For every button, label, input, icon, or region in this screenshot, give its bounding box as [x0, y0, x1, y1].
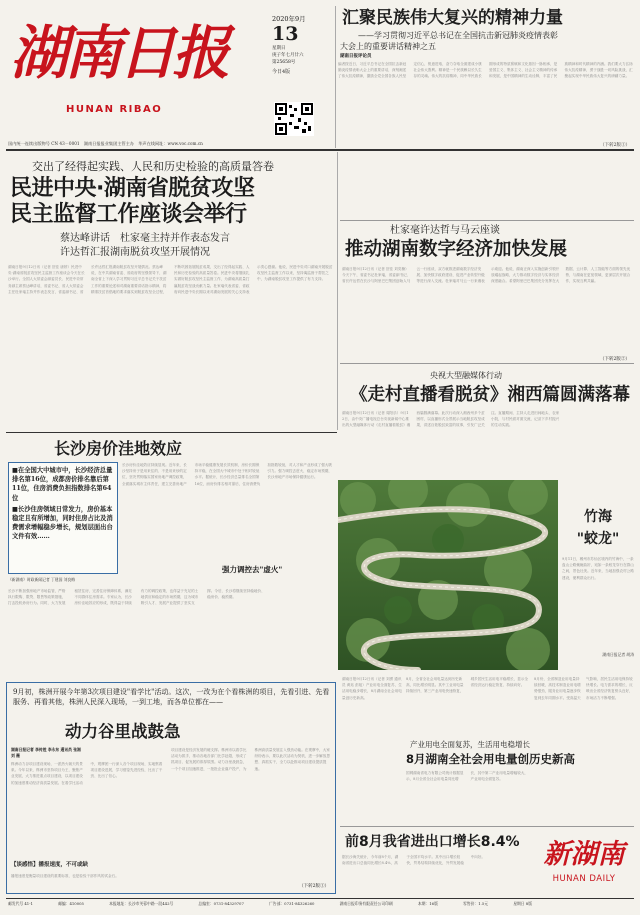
- masthead-logo: 湖南日报: [10, 19, 227, 87]
- app-logo-en: HUNAN DAILY: [552, 874, 616, 884]
- digital-body: 湖南日报9月12日讯（记者 贺佳 刘奕楠）今天下午，省委书记杜家毫，省委副书记、省长许达哲在长沙与阿里巴巴集团创始人马云一行座谈，双方就推进湖南数字经济发展、加快数字政府建设、促进产业转型升级等进行深入交流。杜家毫对马云一行来湘表示欢迎。他说，湖南正深入实施创新引领开放崛起战略，大力推动数字经济与实体经济深度融合。希望阿里巴巴集团充分发挥在大数据、云计算、人工智能等方面的领先优势，与湖南在更宽领域、更深层次开展合作，实现互利共赢。: [342, 267, 631, 284]
- housing-bullet-1: ■在全国大中城市中，长沙经济总量排名第16位，成都房价排名靠后第11位，住房消费负担指数排名第64位: [12, 467, 113, 502]
- power-headline: 8月湖南全社会用电量创历史新高: [406, 752, 575, 766]
- housing-photo-note: 强力调控去"虚火": [222, 565, 283, 574]
- footer-item: 本期：16版: [417, 901, 438, 906]
- trade-headline: 前8月我省进出口增长8.4%: [345, 834, 520, 850]
- power-kicker: 产业用电全面复苏，生活用电稳增长: [410, 740, 530, 749]
- lead-body: 湖南日报9月12日讯（记者 贺佳 唐婷）民进中央·湖南省脱贫攻坚民主监督工作座谈会今天在长沙举行。全国人大常委会副委员长、民进中央常务副主席蔡达峰讲话，省委书记、省人大常委会主任杜家毫主持并作表态发言，省委副书记、省长许达哲汇报湖南脱贫攻坚开展情况。蔡达峰说，在中共湖南省委、省政府的坚强领导下，湖南全省上下深入学习贯彻习近平总书记关于扶贫工作的重要论述和对湖南重要讲话指示精神，将精准扶贫首倡地的要求落实到脱贫攻坚全过程，不断巩固拓展脱贫成果，交出了经得起实践、人民和历史检验的高质量答卷。民进中央将继续扎实做好脱贫攻坚民主监督工作，为湖南高质量打赢脱贫攻坚战贡献力量。杜家毫代表省委、省政府向民进中央长期以来对湖南发展的关心支持表示衷心感谢。他说，民进中央对口湖南开展脱贫攻坚民主监督工作以来，坚持寓监督于帮扶之中，为湖南脱贫攻坚工作提供了有力支持。: [8, 265, 333, 294]
- lead-subhead-2: 许达哲汇报湖南脱贫攻坚开展情况: [60, 247, 210, 258]
- editorial-subhead-2: 大会上的重要讲话精神之五: [340, 42, 436, 51]
- photo-caption: 竹海 "蛟龙" 9月11日，郴州市苏仙区境内的竹海中，一条盘山公路蜿蜒曲折，宛如一条蛟龙穿行在群山之间，景色壮美。近年来，当地加强农村公路建设，便利群众出行。 湖南日报记者 胡涛: [562, 480, 634, 670]
- dragon-road-photo: [338, 480, 558, 670]
- digital-continued: （下转2版②）: [600, 357, 630, 362]
- date-box: [272, 14, 322, 96]
- zhuzhou-continued: （下转2版①）: [299, 884, 329, 889]
- editorial-subhead-1: ——学习贯彻习近平总书记在全国抗击新冠肺炎疫情表彰: [358, 31, 558, 40]
- lead-kicker: 交出了经得起实践、人民和历史检验的高质量答卷: [32, 160, 274, 173]
- issue-number: 第25658号: [272, 60, 296, 65]
- zhuzhou-headline: 动力谷里战鼓急: [65, 722, 181, 741]
- housing-body: 长沙房价洼地效应持续显现。近年来，长沙坚持房子是用来住的、不是用来炒的定位，坚决贯彻落实国家房地产调控政策，全面落实城市主体责任，建立完善房地产市场平稳健康发展长效机制，房价长期保持平稳，在全国大中城市中处于相对较低水平。据统计，长沙经济总量排名全国第16位，而房价排名相对靠后，住房消费负担指数较低，对人才和产业形成了强大吸引力。强力调控去虚火，稳定市场预期，长沙房地产市场保持健康运行。: [122, 463, 332, 486]
- footer-item: 邮编：410005: [58, 901, 84, 906]
- footer-item: 零售价：1.5元: [463, 901, 489, 906]
- cctv-kicker: 央视大型融媒体行动: [430, 371, 502, 380]
- housing-source: 《新湖南》时政新闻记者 丁建国 刘良梅: [8, 577, 75, 582]
- digital-headline: 推动湖南数字经济加快发展: [345, 239, 568, 260]
- footer-item: 邮发代号 41-1: [8, 901, 33, 906]
- footer-item: 总编室：0731-84329707: [198, 901, 244, 906]
- digital-kicker: 杜家毫许达哲与马云座谈: [390, 225, 500, 236]
- masthead-pinyin: HUNAN RIBAO: [66, 104, 163, 115]
- zhuzhou-byline: 湖南日报记者 李传胜 李永东 通讯员 张湘 刘 薇: [11, 747, 81, 758]
- date-lunar: 庚子年七月廿六: [272, 53, 304, 58]
- lead-subhead-1: 蔡达峰讲话 杜家毫主持并作表态发言: [60, 233, 230, 244]
- app-logo-text: 新湖南: [543, 839, 625, 870]
- cctv-headline: 《走村直播看脱贫》湘西篇圆满落幕: [350, 385, 630, 405]
- housing-bullet-box: [8, 462, 118, 574]
- photo-caption-title: 竹海: [584, 509, 612, 525]
- footer-item: 星期日 8版: [513, 901, 532, 906]
- zhuzhou-box: 9月初，株洲开展今年第3次项目建设"看学比"活动。这次，一改为在个看株洲的项目，先看引进、先看服务、再看其他，株洲人民深入现场，一到工地，而各单位都在—— 动力谷里战鼓急 湖南日报记者 李传胜 李永东 通讯员 张湘 刘 薇 株洲动力谷项目建设现场，一派热火朝天的景象。今年以来，株洲市坚持项目为王，聚焦产业发展，大力推进重点项目建设，以项目建设的加速度推动经济高质量发展。在看学比活动中，观摩团一行深入各个项目现场，实地察看项目建设进展，学习借鉴先进经验，比出了干劲、比出了信心。 【谈感悟】播报速度，不可或缺 播报速度是衡量项目建设的重要标准，也是检验干部作风的试金石。 项目建设是经济发展的硬支撑。株洲市以看学比活动为抓手，推动各地各部门比学赶超，形成了抓项目、促发展的浓厚氛围。动力谷里战鼓急，一个个项目加速推进，一批批企业落户投产，为株洲高质量发展注入强劲动能。在观摩中，大家纷纷表示，要以此次活动为契机，进一步解放思想、真抓实干，全力以赴推动项目建设提质提速。 （下转2版①）: [6, 682, 336, 894]
- zhuzhou-lead: 9月初，株洲开展今年第3次项目建设"看学比"活动。这次，一改为在个看株洲的项目，先看引进、先看服务、再看其他，株洲人民深入现场，一到工地，而各单位都在——: [13, 688, 330, 706]
- date-weekday: 星期日: [272, 46, 286, 51]
- footer-bar: [8, 901, 532, 913]
- housing-bullet-2: ■长沙住房领域日常发力，房价基本稳定且有所增加，同时住房占比及消费需求增幅稳步增长，规划层面出台文件有效……: [12, 505, 113, 541]
- photo-credit: 湖南日报记者 胡涛: [602, 652, 634, 657]
- lead-headline-2: 民主监督工作座谈会举行: [10, 202, 247, 227]
- footer-item: 本报地址：长沙市芙蓉中路一段442号: [109, 901, 174, 906]
- footer-item: 湖南日报印务有限责任公司印刷: [339, 901, 393, 906]
- footer-item: 广告部：0731-84326260: [269, 901, 315, 906]
- photo-caption-sub: "蛟龙": [576, 531, 620, 547]
- lead-headline-1: 民进中央·湖南省脱贫攻坚: [10, 176, 255, 201]
- cctv-body: 湖南日报9月12日讯（记者 周阳乐）9月12日，由中央广播电视总台央视新闻中心推出的大型融媒体行动《走村直播看脱贫》湘西篇圆满落幕。此次行动深入湘西州多个贫困村，以直播形式全景展示当地脱贫攻坚成果，讲述百姓脱贫致富的故事，引发广泛关注。直播期间，主持人走进田间地头、农家小院，与村民面对面交流，记录下乡村振兴的生动实践。: [342, 411, 560, 428]
- editorial-continued: （下转2版①）: [600, 143, 630, 148]
- editorial-byline: 湖南日报评论员: [340, 54, 372, 59]
- zhuzhou-subnote: 【谈感悟】播报速度，不可或缺: [11, 862, 89, 868]
- qr-code-icon: [274, 102, 314, 136]
- publisher-line: 国内统一连续出版物号 CN 43－0001 湖南日报报业集团主管主办 华声在线网址：www.voc.com.cn: [8, 141, 203, 146]
- editorial-headline: 汇聚民族伟大复兴的精神力量: [342, 8, 563, 28]
- housing-headline: 长沙房价洼地效应: [54, 439, 183, 458]
- app-logo: [534, 836, 634, 898]
- date-year-month: 2020年9月: [272, 15, 306, 23]
- masthead: [0, 0, 336, 140]
- editorial-block: 汇聚民族伟大复兴的精神力量 ——学习贯彻习近平总书记在全国抗击新冠肺炎疫情表彰 大会上的重要讲话精神之五 湖南日报评论员 编者按近日，习近平总书记在全国抗击新冠肺炎疫情表彰大会上的重要讲话，深刻阐述了伟大抗疫精神，激励全党全国各族人民坚定信心，锐意进取，奋力夺取全面建成小康社会伟大胜利。精神是一个民族赖以长久生存的灵魂。伟大的抗疫精神，同中华民族长期形成的特质禀赋和文化基因一脉相承，是爱国主义、集体主义、社会主义精神的传承和发展，是中国精神的生动诠释，丰富了民族精神和时代精神的内涵。我们要大力弘扬伟大抗疫精神，勇于战胜一切风险挑战，汇聚起实现中华民族伟大复兴的磅礴力量。 （下转2版①）: [338, 8, 633, 148]
- pages-today: 今日4版: [272, 69, 291, 75]
- date-day: 13: [272, 23, 299, 45]
